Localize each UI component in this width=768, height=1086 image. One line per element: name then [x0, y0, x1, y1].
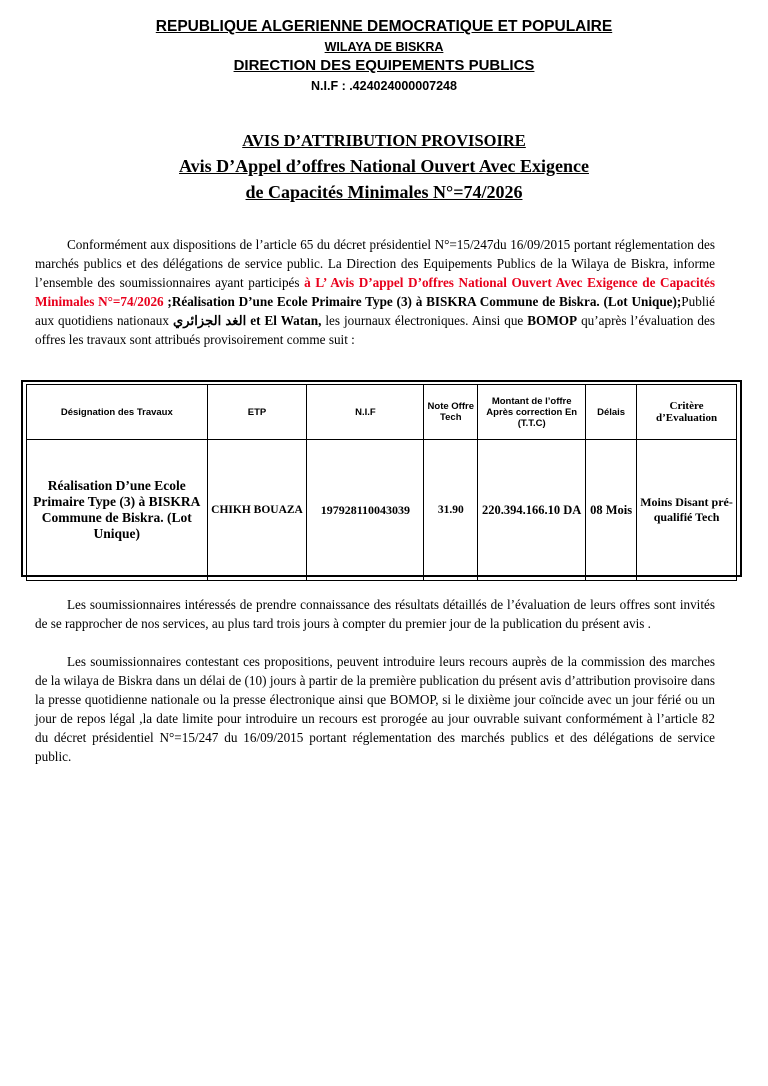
appeal-text: Les soumissionnaires contestant ces propositions, peuvent introduire leurs recours auprès de la commission des marches de la wilaya de Biskra dans un délai de (10) jours à partir de la première publication du présent avis d’attribution provisoire dans la presse quotidienne nationale ou la presse électronique ainsi que BOMOP, si le dixième jour coïncide avec un jour férié ou un jour de repos légal ,la date limite pour introduire un recours est prorogée au jour ouvrable suivant conformément à l’article 82 du décret présidentiel N°=15/247 du 16/09/2015 portant réglementation des marchés publics et des délégations de service public. [35, 654, 715, 764]
header-note: Note Offre Tech [424, 385, 478, 440]
notice-subtitle-2: de Capacités Minimales N°=74/2026 [245, 182, 523, 202]
intro-tender-reference: à L’ Avis D’appel D’offres National Ouvert Avec Exigence de Capacités Minimales N°=74/2026 [35, 275, 715, 309]
cell-nif: 197928110043039 [307, 440, 424, 581]
header-delais: Délais [586, 385, 637, 440]
header-wilaya: WILAYA DE BISKRA [324, 40, 444, 54]
intro-bomop: BOMOP [527, 313, 578, 328]
header-nif: N.I.F : .424024000007248 [311, 79, 457, 93]
intro-text-3: les journaux électroniques. Ainsi que [321, 313, 528, 328]
notice-subtitle-1: Avis D’Appel d’offres National Ouvert Avec Exigence [179, 156, 589, 176]
intro-newspaper-elwatan: et El Watan, [246, 313, 322, 328]
notice-title: AVIS D’ATTRIBUTION PROVISOIRE [242, 131, 526, 150]
header-direction: DIRECTION DES EQUIPEMENTS PUBLICS [233, 57, 535, 74]
intro-text-2: Publié aux quotidiens nationaux [35, 294, 715, 328]
header-republic: REPUBLIQUE ALGERIENNE DEMOCRATIQUE ET POPULAIRE [155, 18, 613, 35]
cell-designation: Réalisation D’une Ecole Primaire Type (3) à BISKRA Commune de Biskra. (Lot Unique) [27, 440, 208, 581]
results-paragraph [35, 595, 715, 633]
intro-newspaper-arabic: الغد الجزائري [172, 313, 247, 328]
intro-text-1: Conformément aux dispositions de l’article 65 du décret présidentiel N°=15/247du 16/09/2015 portant réglementation des marchés publics et des délégations de service public. La Direction des Equipements Publics de la Wilaya de Biskra, informe l’ensemble des soumissionnaires ayant participés [35, 237, 715, 290]
table-header-row [27, 385, 737, 440]
cell-critere: Moins Disant pré-qualifié Tech [637, 440, 737, 581]
appeal-paragraph [35, 652, 715, 766]
cell-delais: 08 Mois [586, 440, 637, 581]
header-designation: Désignation des Travaux [27, 385, 208, 440]
results-text: Les soumissionnaires intéressés de prendre connaissance des résultats détaillés de l’évaluation de leurs offres sont invités de se rapprocher de nos services, au plus tard trois jours à compter du premier jour de la publication du présent avis . [35, 597, 715, 631]
header-montant: Montant de l’offre Après correction En (T.T.C) [478, 385, 586, 440]
header-nif: N.I.F [307, 385, 424, 440]
table-row [27, 440, 737, 581]
header-critere: Critère d’Evaluation [637, 385, 737, 440]
header-etp: ETP [207, 385, 307, 440]
cell-montant: 220.394.166.10 DA [478, 440, 586, 581]
cell-etp: CHIKH BOUAZA [207, 440, 307, 581]
cell-note: 31.90 [424, 440, 478, 581]
intro-paragraph [35, 235, 715, 349]
intro-text-4: qu’après l’évaluation des offres les travaux sont attribués provisoirement comme suit : [35, 313, 715, 347]
attribution-table [21, 380, 742, 577]
intro-project: ;Réalisation D’une Ecole Primaire Type (3) à BISKRA Commune de Biskra. (Lot Unique); [163, 294, 682, 309]
